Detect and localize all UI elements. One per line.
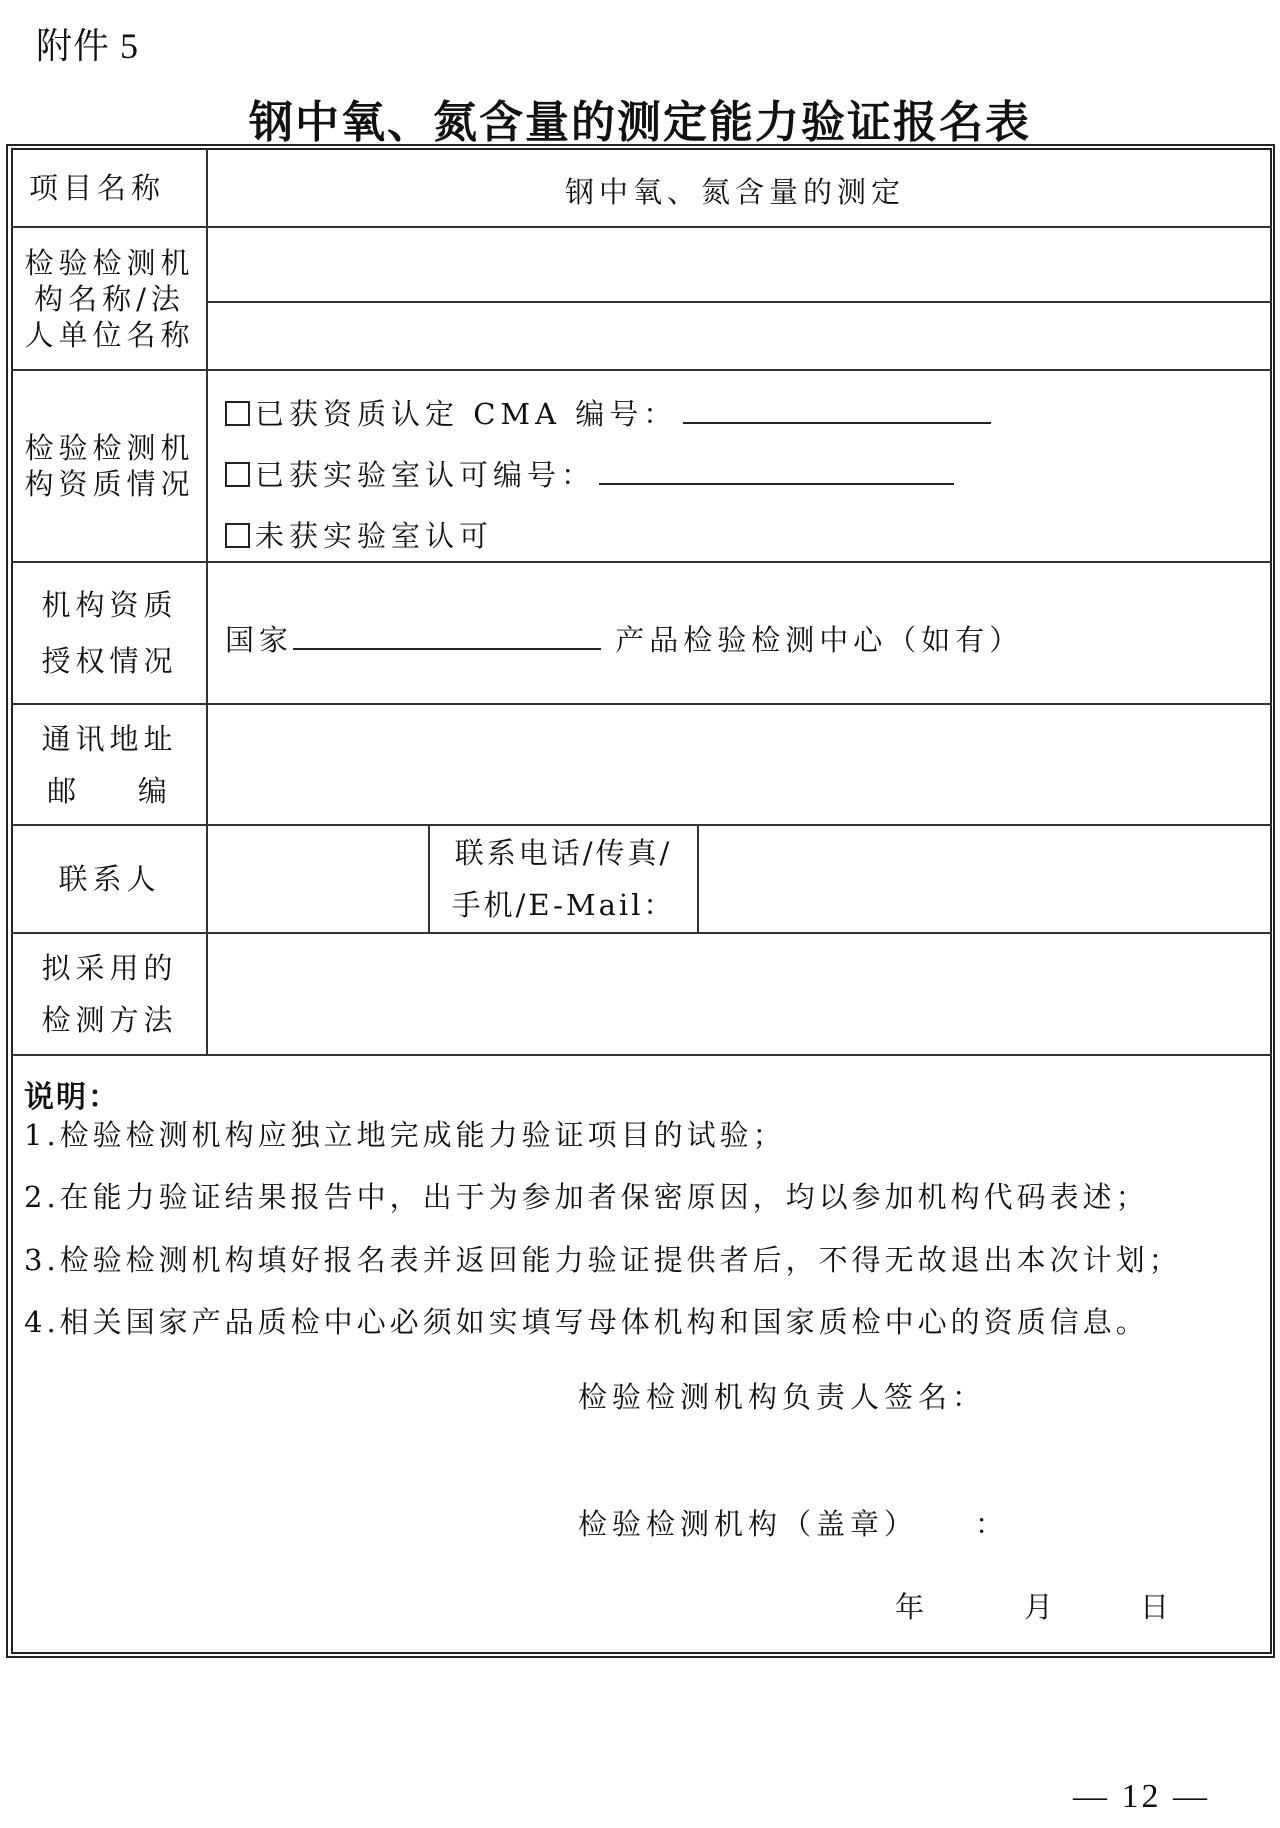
org-name-field[interactable] [210,230,1270,300]
note-item: 2.在能力验证结果报告中，出于为参加者保密原因，均以参加机构代码表述； [24,1180,1149,1214]
page-number: — 12 — [1073,1778,1210,1815]
project-value: 钢中氧、氮含量的测定 [565,175,906,209]
date-day: 日 [1140,1590,1175,1624]
lab-accredited-option: 已获实验室认可编号： [225,453,954,494]
legal-entity-field[interactable] [210,305,1270,367]
cma-option: 已获资质认定 CMA 编号： [225,392,991,433]
column-divider [206,148,208,1054]
test-method-label: 拟采用的 检测方法 [41,951,178,1037]
not-accredited-checkbox[interactable] [225,523,250,548]
contact-person-label: 联系人 [58,862,161,896]
page-title: 钢中氧、氮含量的测定能力验证报名表 [249,97,1031,148]
lab-accreditation-number-field[interactable] [599,453,954,485]
not-accredited-option: 未获实验室认可 [225,514,493,555]
note-item: 4.相关国家产品质检中心必须如实填写母体机构和国家质检中心的资质信息。 [24,1305,1149,1339]
note-item: 3.检验检测机构填好报名表并返回能力验证提供者后，不得无故退出本次计划； [24,1243,1182,1277]
attachment-label: 附件 5 [36,26,140,66]
qualification-label: 检验检测机 构资质情况 [24,431,195,501]
seal-label: 检验检测机构（盖章） ： [578,1507,1009,1541]
signer-label: 检验检测机构负责人签名： [578,1380,987,1414]
cma-number-field[interactable] [683,392,991,424]
authorization-label: 机构资质 授权情况 [41,588,178,678]
org-name-label: 检验检测机 构名称/法 人单位名称 [24,245,195,352]
date-year: 年 [895,1590,930,1624]
national-center-field[interactable] [293,618,601,650]
row-divider [207,301,1272,303]
phone-email-field[interactable] [701,828,1270,930]
phone-email-label: 联系电话/传真/ 手机/E-Mail： [451,836,676,922]
address-field[interactable] [210,707,1270,822]
test-method-field[interactable] [210,936,1270,1052]
column-divider [697,824,699,932]
project-label: 项目名称 [29,171,166,205]
cma-checkbox[interactable] [225,401,250,426]
row-divider [11,1054,1272,1056]
contact-person-field[interactable] [210,828,426,930]
date-month: 月 [1024,1590,1059,1624]
address-label: 通讯地址 邮 编 [41,721,178,808]
authorization-line: 国家 产品检验检测中心（如有） [225,618,1023,659]
notes-heading: 说明： [24,1080,120,1115]
note-item: 1.检验检测机构应独立地完成能力验证项目的试验； [24,1118,786,1152]
lab-accredited-checkbox[interactable] [225,462,250,487]
